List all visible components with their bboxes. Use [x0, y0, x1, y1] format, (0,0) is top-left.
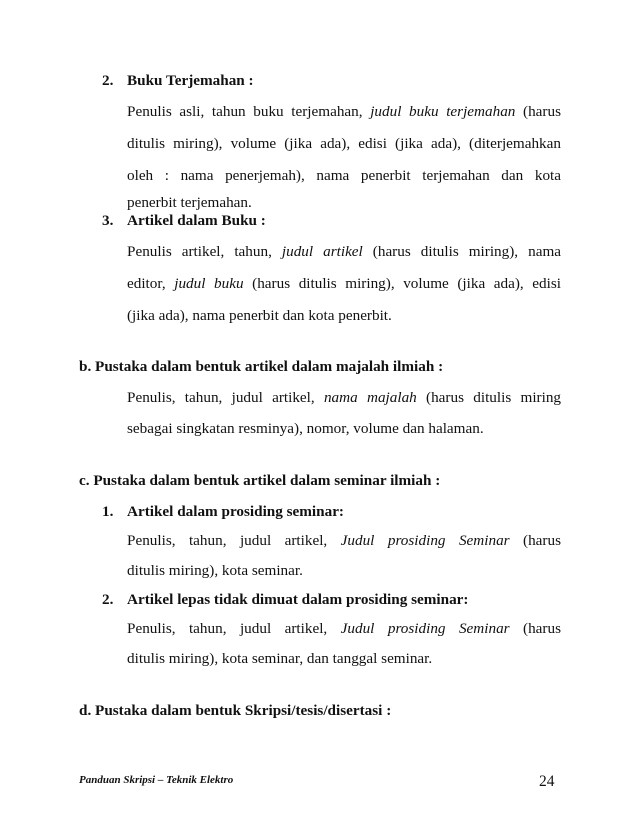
- text-run: ditulis miring), kota seminar.: [127, 562, 303, 579]
- item-title: Artikel dalam Buku :: [127, 212, 266, 229]
- text-run: (harus ditulis miring), nama: [362, 243, 561, 260]
- text-run: Penulis, tahun, judul artikel,: [127, 389, 324, 406]
- italic-text-run: Judul prosiding Seminar: [340, 620, 510, 637]
- text-run: (harus ditulis miring), volume (jika ada), edisi: [243, 275, 561, 292]
- text-run: penerbit terjemahan.: [127, 194, 252, 211]
- item-number: 3.: [102, 212, 114, 229]
- text-run: editor,: [127, 275, 175, 292]
- italic-text-run: Judul prosiding Seminar: [340, 532, 510, 549]
- text-run: (harus: [515, 103, 561, 120]
- text-run: Penulis asli, tahun buku terjemahan,: [127, 103, 371, 120]
- body-line: [127, 651, 432, 666]
- body-line: [127, 136, 561, 151]
- text-run: ditulis miring), volume (jika ada), edisi (jika ada), (diterjemahkan: [127, 135, 561, 152]
- body-line: [127, 195, 252, 210]
- page-number: 24: [539, 773, 555, 790]
- text-run: Penulis artikel, tahun,: [127, 243, 282, 260]
- text-run: Penulis, tahun, judul artikel,: [127, 620, 341, 637]
- text-run: ditulis miring), kota seminar, dan tanggal seminar.: [127, 650, 433, 667]
- section-heading: d. Pustaka dalam bentuk Skripsi/tesis/disertasi :: [79, 702, 392, 719]
- body-line: [127, 168, 561, 183]
- italic-text-run: judul artikel: [281, 243, 363, 260]
- item-number: 1.: [102, 503, 114, 520]
- italic-text-run: nama majalah: [323, 389, 417, 406]
- body-line: [127, 244, 561, 259]
- text-run: (harus: [509, 620, 561, 637]
- text-run: (harus: [509, 532, 561, 549]
- item-number: 2.: [102, 591, 114, 608]
- text-run: (jika ada), nama penerbit dan kota penerbit.: [127, 307, 392, 324]
- body-line: [127, 308, 392, 323]
- body-line: [127, 563, 303, 578]
- italic-text-run: judul buku terjemahan: [370, 103, 516, 120]
- body-line: [127, 104, 561, 119]
- text-run: (harus ditulis miring: [416, 389, 562, 406]
- section-heading: b. Pustaka dalam bentuk artikel dalam majalah ilmiah :: [79, 358, 444, 375]
- body-line: [127, 621, 561, 636]
- item-number: 2.: [102, 72, 114, 89]
- footer-title: Panduan Skripsi – Teknik Elektro: [79, 774, 234, 786]
- item-title: Artikel dalam prosiding seminar:: [127, 503, 344, 520]
- item-title: Buku Terjemahan :: [127, 72, 254, 89]
- item-title: Artikel lepas tidak dimuat dalam prosiding seminar:: [127, 591, 469, 608]
- section-heading: c. Pustaka dalam bentuk artikel dalam seminar ilmiah :: [79, 472, 441, 489]
- body-line: [127, 421, 484, 436]
- text-run: sebagai singkatan resminya), nomor, volume dan halaman.: [127, 420, 484, 437]
- body-line: [127, 276, 561, 291]
- body-line: [127, 533, 561, 548]
- italic-text-run: judul buku: [174, 275, 244, 292]
- text-run: Penulis, tahun, judul artikel,: [127, 532, 341, 549]
- text-run: oleh : nama penerjemah), nama penerbit terjemahan dan kota: [127, 167, 561, 184]
- body-line: [127, 390, 561, 405]
